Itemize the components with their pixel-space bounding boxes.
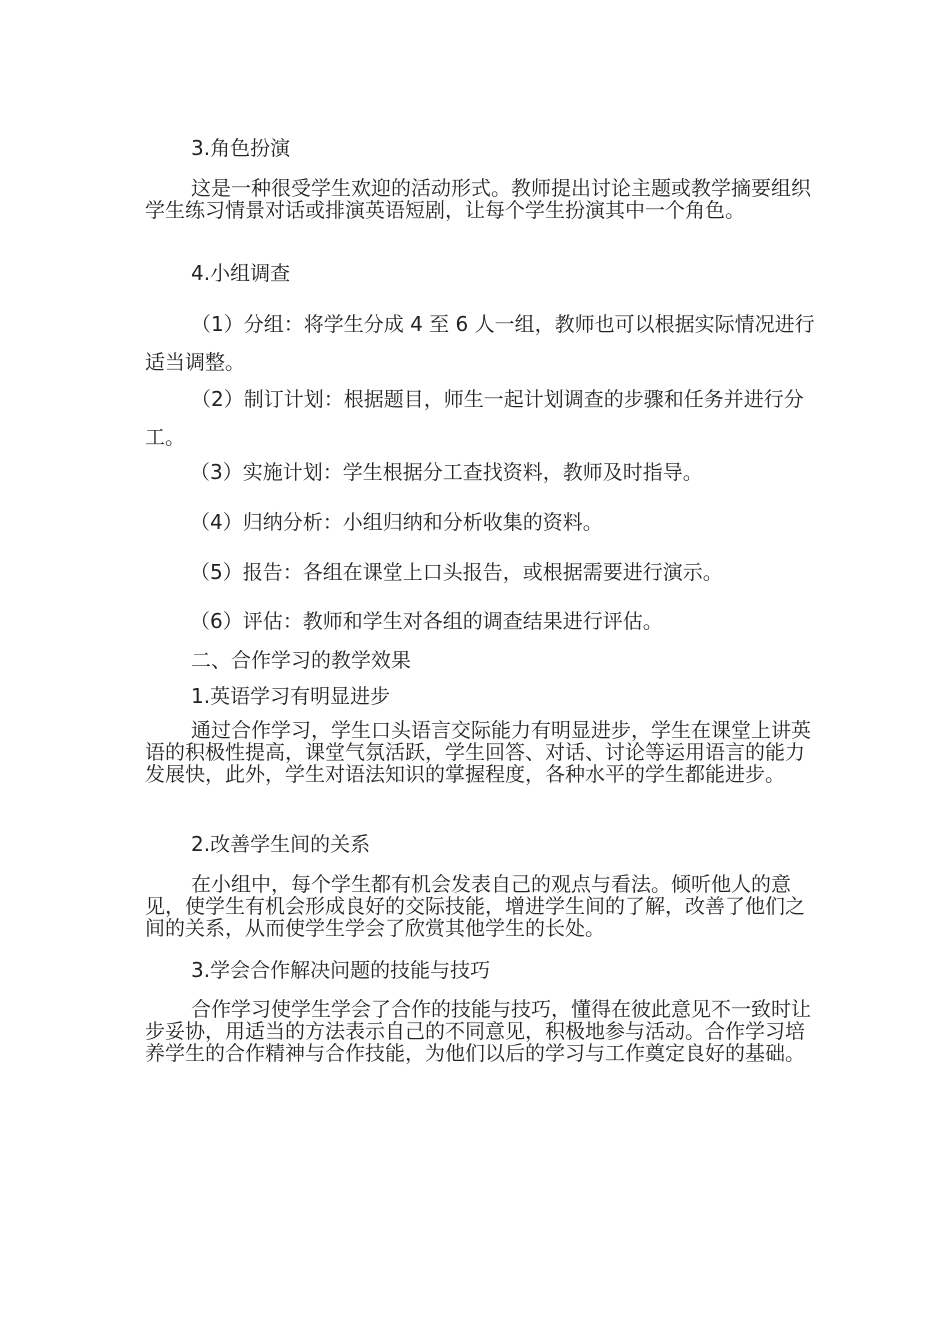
paragraph-role-play: 这是一种很受学生欢迎的活动形式。教师提出讨论主题或教学摘要组织学生练习情景对话或排演英语短剧，让每个学生扮演其中一个角色。 <box>145 176 811 222</box>
heading-cooperation-skills: 3.学会合作解决问题的技能与技巧 <box>191 958 491 982</box>
list-item-analysis: （4）归纳分析：小组归纳和分析收集的资料。 <box>190 510 603 534</box>
section-heading-effects: 二、合作学习的教学效果 <box>191 648 411 672</box>
paragraph-cooperation-skills: 合作学习使学生学会了合作的技能与技巧，懂得在彼此意见不一致时让步妥协，用适当的方法表示自己的不同意见，积极地参与活动。合作学习培养学生的合作精神与合作技能，为他们以后的学习与工作奠定良好的基础。 <box>145 997 811 1065</box>
heading-role-play: 3.角色扮演 <box>191 136 291 160</box>
list-item-implement: （3）实施计划：学生根据分工查找资料，教师及时指导。 <box>190 460 703 484</box>
list-item-evaluation: （6）评估：教师和学生对各组的调查结果进行评估。 <box>190 609 663 633</box>
list-item-plan: （2）制订计划：根据题目，师生一起计划调查的步骤和任务并进行分工。 <box>145 387 804 449</box>
paragraph-english-progress: 通过合作学习，学生口头语言交际能力有明显进步，学生在课堂上讲英语的积极性提高，课堂气氛活跃，学生回答、对话、讨论等运用语言的能力发展快，此外，学生对语法知识的掌握程度，各种水平的学生都能进步。 <box>145 718 811 786</box>
heading-relationship: 2.改善学生间的关系 <box>191 832 371 856</box>
paragraph-relationship: 在小组中，每个学生都有机会发表自己的观点与看法。倾听他人的意见，使学生有机会形成良好的交际技能，增进学生间的了解，改善了他们之间的关系，从而使学生学会了欣赏其他学生的长处。 <box>145 872 805 940</box>
heading-group-survey: 4.小组调查 <box>191 261 291 285</box>
heading-english-progress: 1.英语学习有明显进步 <box>191 684 391 708</box>
list-item-grouping: （1）分组：将学生分成 4 至 6 人一组，教师也可以根据实际情况进行适当调整。 <box>145 312 815 374</box>
list-item-report: （5）报告：各组在课堂上口头报告，或根据需要进行演示。 <box>190 560 723 584</box>
